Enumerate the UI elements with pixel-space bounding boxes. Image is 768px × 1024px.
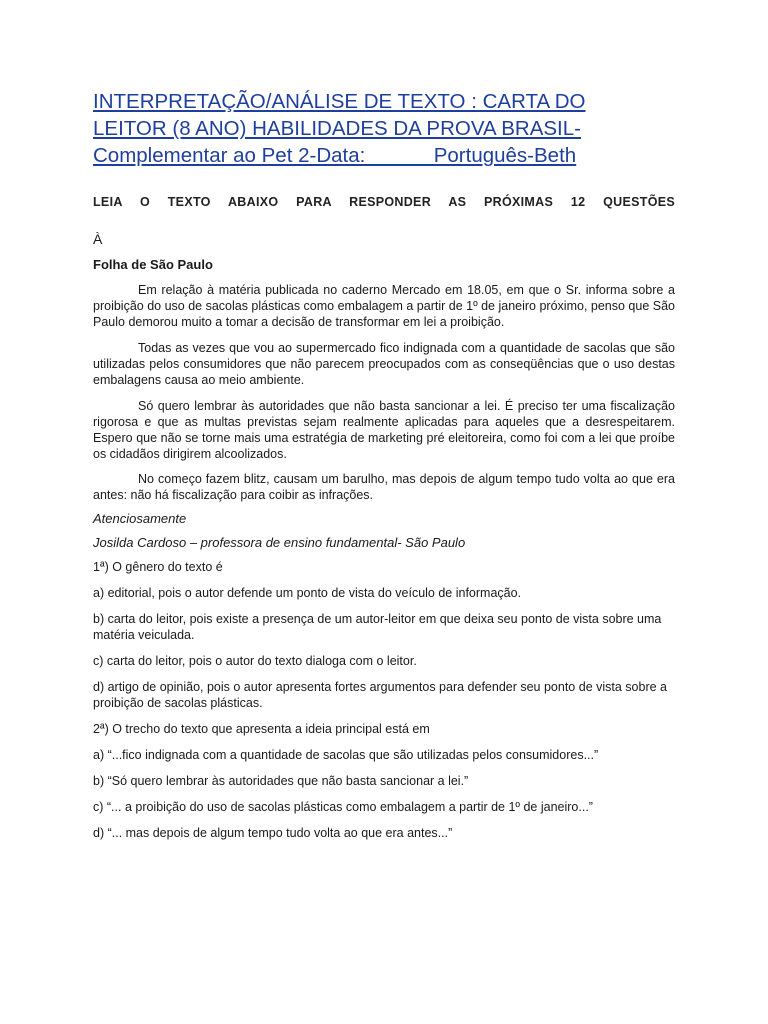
letter-paragraph: Todas as vezes que vou ao supermercado fico indignada com a quantidade de sacolas que são utilizadas pelos consumidores que não parecem preocupados com as conseqüências que o uso destas embalagens causa ao meio ambiente. <box>93 341 675 387</box>
title-line-3: Complementar ao Pet 2-Data:______Português-Beth <box>93 144 577 167</box>
reading-instruction: LEIA O TEXTO ABAIXO PARA RESPONDER AS PRÓXIMAS 12 QUESTÕES <box>93 195 675 209</box>
letter-addressee: Folha de São Paulo <box>93 257 213 272</box>
letter-signature: Josilda Cardoso – professora de ensino fundamental- São Paulo <box>93 535 466 550</box>
question-option: b) “Só quero lembrar às autoridades que não basta sancionar a lei.” <box>93 774 469 788</box>
question-option: a) editorial, pois o autor defende um ponto de vista do veículo de informação. <box>93 586 522 600</box>
stray-character: À <box>93 231 103 247</box>
question-option: d) “... mas depois de algum tempo tudo volta ao que era antes...” <box>93 826 453 840</box>
question-option: b) carta do leitor, pois existe a presença de um autor-leitor em que deixa seu ponto de vista sobre uma matéria veiculada. <box>93 612 662 642</box>
question-prompt: 2ª) O trecho do texto que apresenta a ideia principal está em <box>93 722 430 736</box>
title-line-2: LEITOR (8 ANO) HABILIDADES DA PROVA BRASIL- <box>93 117 581 140</box>
question-option: c) carta do leitor, pois o autor do texto dialoga com o leitor. <box>93 654 417 668</box>
title-line-1: INTERPRETAÇÃO/ANÁLISE DE TEXTO : CARTA DO <box>93 90 586 113</box>
document-title <box>93 88 675 169</box>
letter-paragraph: Só quero lembrar às autoridades que não basta sancionar a lei. É preciso ter uma fiscalização rigorosa e que as multas previstas sejam realmente aplicadas para aqueles que a desrespeitarem. Espero que não se torne mais uma estratégia de marketing pré eleitoreira, como foi com a lei que proíbe os cidadãos dirigirem alcoolizados. <box>93 399 675 461</box>
letter-closing: Atenciosamente <box>93 511 187 526</box>
question-option: d) artigo de opinião, pois o autor apresenta fortes argumentos para defender seu ponto de vista sobre a proibição de sacolas plásticas. <box>93 680 667 710</box>
letter-paragraph: Em relação à matéria publicada no caderno Mercado em 18.05, em que o Sr. informa sobre a proibição do uso de sacolas plásticas como embalagem a partir de 1º de janeiro próximo, penso que São Paulo demorou muito a tomar a decisão de transformar em lei a proibição. <box>93 283 675 329</box>
question-prompt: 1ª) O gênero do texto é <box>93 560 223 574</box>
document-page <box>93 88 675 841</box>
question-option: c) “... a proibição do uso de sacolas plásticas como embalagem a partir de 1º de janeiro...” <box>93 800 593 814</box>
question-option: a) “...fico indignada com a quantidade de sacolas que são utilizadas pelos consumidores...” <box>93 748 599 762</box>
letter-paragraph: No começo fazem blitz, causam um barulho, mas depois de algum tempo tudo volta ao que era antes: não há fiscalização para coibir as infrações. <box>93 472 675 502</box>
